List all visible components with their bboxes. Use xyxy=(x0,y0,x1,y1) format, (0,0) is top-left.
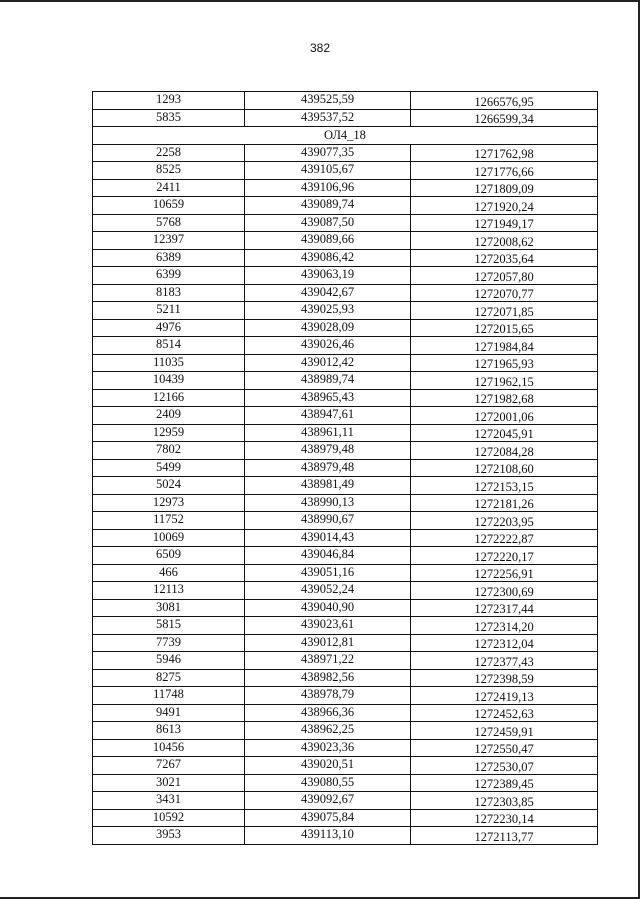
y-coordinate-cell: 1272389,45 xyxy=(411,774,598,792)
point-number-cell: 6509 xyxy=(93,547,245,565)
x-coordinate-cell: 439012,42 xyxy=(245,354,411,372)
x-coordinate-cell: 439080,55 xyxy=(245,774,411,792)
x-coordinate-cell: 439113,10 xyxy=(245,827,411,845)
y-coordinate-cell: 1271762,98 xyxy=(411,144,598,162)
point-number-cell: 10069 xyxy=(93,529,245,547)
point-number-cell: 8613 xyxy=(93,722,245,740)
y-coordinate-cell: 1271776,66 xyxy=(411,162,598,180)
x-coordinate-cell: 439026,46 xyxy=(245,337,411,355)
y-coordinate-cell: 1272398,59 xyxy=(411,669,598,687)
point-number-cell: 12973 xyxy=(93,494,245,512)
x-coordinate-cell: 438990,13 xyxy=(245,494,411,512)
point-number-cell: 5499 xyxy=(93,459,245,477)
point-number-cell: 5024 xyxy=(93,477,245,495)
table-row xyxy=(93,582,598,600)
x-coordinate-cell: 439028,09 xyxy=(245,319,411,337)
coordinates-table-body xyxy=(93,92,598,845)
y-coordinate-cell: 1272181,26 xyxy=(411,494,598,512)
table-row xyxy=(93,722,598,740)
y-coordinate-cell: 1271982,68 xyxy=(411,389,598,407)
table-row xyxy=(93,757,598,775)
table-row xyxy=(93,459,598,477)
table-row xyxy=(93,617,598,635)
x-coordinate-cell: 438947,61 xyxy=(245,407,411,425)
x-coordinate-cell: 439086,42 xyxy=(245,249,411,267)
point-number-cell: 466 xyxy=(93,564,245,582)
x-coordinate-cell: 438989,74 xyxy=(245,372,411,390)
table-row xyxy=(93,197,598,215)
point-number-cell: 10592 xyxy=(93,809,245,827)
x-coordinate-cell: 439525,59 xyxy=(245,92,411,110)
y-coordinate-cell: 1271965,93 xyxy=(411,354,598,372)
x-coordinate-cell: 439089,66 xyxy=(245,232,411,250)
table-row xyxy=(93,599,598,617)
point-number-cell: 6399 xyxy=(93,267,245,285)
y-coordinate-cell: 1272070,77 xyxy=(411,284,598,302)
x-coordinate-cell: 438961,11 xyxy=(245,424,411,442)
y-coordinate-cell: 1272035,64 xyxy=(411,249,598,267)
table-row xyxy=(93,232,598,250)
point-number-cell: 8275 xyxy=(93,669,245,687)
table-row xyxy=(93,512,598,530)
point-number-cell: 5211 xyxy=(93,302,245,320)
y-coordinate-cell: 1272108,60 xyxy=(411,459,598,477)
table-row xyxy=(93,424,598,442)
x-coordinate-cell: 438982,56 xyxy=(245,669,411,687)
x-coordinate-cell: 439051,16 xyxy=(245,564,411,582)
x-coordinate-cell: 438978,79 xyxy=(245,687,411,705)
point-number-cell: 10456 xyxy=(93,739,245,757)
y-coordinate-cell: 1272314,20 xyxy=(411,617,598,635)
point-number-cell: 11748 xyxy=(93,687,245,705)
table-row xyxy=(93,249,598,267)
point-number-cell: 8183 xyxy=(93,284,245,302)
table-row xyxy=(93,162,598,180)
x-coordinate-cell: 439089,74 xyxy=(245,197,411,215)
point-number-cell: 12397 xyxy=(93,232,245,250)
x-coordinate-cell: 439106,96 xyxy=(245,179,411,197)
y-coordinate-cell: 1272303,85 xyxy=(411,792,598,810)
y-coordinate-cell: 1272071,85 xyxy=(411,302,598,320)
table-row xyxy=(93,669,598,687)
point-number-cell: 10659 xyxy=(93,197,245,215)
y-coordinate-cell: 1266599,34 xyxy=(411,109,598,127)
y-coordinate-cell: 1272203,95 xyxy=(411,512,598,530)
table-row xyxy=(93,319,598,337)
y-coordinate-cell: 1272530,07 xyxy=(411,757,598,775)
y-coordinate-cell: 1272008,62 xyxy=(411,232,598,250)
table-row xyxy=(93,547,598,565)
x-coordinate-cell: 439052,24 xyxy=(245,582,411,600)
x-coordinate-cell: 438965,43 xyxy=(245,389,411,407)
point-number-cell: 2409 xyxy=(93,407,245,425)
point-number-cell: 7739 xyxy=(93,634,245,652)
x-coordinate-cell: 439042,67 xyxy=(245,284,411,302)
y-coordinate-cell: 1271962,15 xyxy=(411,372,598,390)
table-row xyxy=(93,564,598,582)
table-row xyxy=(93,214,598,232)
table-row xyxy=(93,284,598,302)
table-row xyxy=(93,477,598,495)
point-number-cell: 12959 xyxy=(93,424,245,442)
y-coordinate-cell: 1271920,24 xyxy=(411,197,598,215)
y-coordinate-cell: 1272015,65 xyxy=(411,319,598,337)
y-coordinate-cell: 1266576,95 xyxy=(411,92,598,110)
table-row xyxy=(93,302,598,320)
table-row xyxy=(93,337,598,355)
x-coordinate-cell: 438979,48 xyxy=(245,442,411,460)
y-coordinate-cell: 1272550,47 xyxy=(411,739,598,757)
y-coordinate-cell: 1271949,17 xyxy=(411,214,598,232)
y-coordinate-cell: 1272419,13 xyxy=(411,687,598,705)
table-row xyxy=(93,179,598,197)
x-coordinate-cell: 439012,81 xyxy=(245,634,411,652)
page-border-top xyxy=(0,0,640,2)
x-coordinate-cell: 439537,52 xyxy=(245,109,411,127)
point-number-cell: 7802 xyxy=(93,442,245,460)
table-row xyxy=(93,407,598,425)
point-number-cell: 5835 xyxy=(93,109,245,127)
point-number-cell: 3431 xyxy=(93,792,245,810)
page-number: 382 xyxy=(309,41,331,55)
point-number-cell: 1293 xyxy=(93,92,245,110)
x-coordinate-cell: 438966,36 xyxy=(245,704,411,722)
x-coordinate-cell: 439075,84 xyxy=(245,809,411,827)
y-coordinate-cell: 1272317,44 xyxy=(411,599,598,617)
point-number-cell: 9491 xyxy=(93,704,245,722)
table-row xyxy=(93,494,598,512)
coordinates-table xyxy=(92,91,598,845)
x-coordinate-cell: 439046,84 xyxy=(245,547,411,565)
table-row xyxy=(93,704,598,722)
table-row xyxy=(93,634,598,652)
table-row xyxy=(93,827,598,845)
y-coordinate-cell: 1272057,80 xyxy=(411,267,598,285)
y-coordinate-cell: 1272153,15 xyxy=(411,477,598,495)
point-number-cell: 11752 xyxy=(93,512,245,530)
y-coordinate-cell: 1272045,91 xyxy=(411,424,598,442)
table-row xyxy=(93,267,598,285)
x-coordinate-cell: 439014,43 xyxy=(245,529,411,547)
table-row xyxy=(93,792,598,810)
point-number-cell: 7267 xyxy=(93,757,245,775)
point-number-cell: 6389 xyxy=(93,249,245,267)
table-row xyxy=(93,442,598,460)
y-coordinate-cell: 1272256,91 xyxy=(411,564,598,582)
point-number-cell: 8525 xyxy=(93,162,245,180)
x-coordinate-cell: 439040,90 xyxy=(245,599,411,617)
point-number-cell: 5946 xyxy=(93,652,245,670)
table-row xyxy=(93,774,598,792)
y-coordinate-cell: 1272377,43 xyxy=(411,652,598,670)
y-coordinate-cell: 1272312,04 xyxy=(411,634,598,652)
table-row xyxy=(93,739,598,757)
table-row xyxy=(93,529,598,547)
table-row xyxy=(93,372,598,390)
x-coordinate-cell: 438990,67 xyxy=(245,512,411,530)
x-coordinate-cell: 439025,93 xyxy=(245,302,411,320)
table-row xyxy=(93,354,598,372)
point-number-cell: 3081 xyxy=(93,599,245,617)
point-number-cell: 10439 xyxy=(93,372,245,390)
y-coordinate-cell: 1271809,09 xyxy=(411,179,598,197)
x-coordinate-cell: 439077,35 xyxy=(245,144,411,162)
x-coordinate-cell: 438971,22 xyxy=(245,652,411,670)
point-number-cell: 5768 xyxy=(93,214,245,232)
point-number-cell: 11035 xyxy=(93,354,245,372)
table-row xyxy=(93,389,598,407)
point-number-cell: 12113 xyxy=(93,582,245,600)
y-coordinate-cell: 1272459,91 xyxy=(411,722,598,740)
point-number-cell: 3953 xyxy=(93,827,245,845)
point-number-cell: 3021 xyxy=(93,774,245,792)
point-number-cell: 2411 xyxy=(93,179,245,197)
y-coordinate-cell: 1272084,28 xyxy=(411,442,598,460)
point-number-cell: 4976 xyxy=(93,319,245,337)
x-coordinate-cell: 439063,19 xyxy=(245,267,411,285)
y-coordinate-cell: 1272300,69 xyxy=(411,582,598,600)
table-row xyxy=(93,92,598,110)
table-row xyxy=(93,109,598,127)
table-row xyxy=(93,144,598,162)
point-number-cell: 12166 xyxy=(93,389,245,407)
x-coordinate-cell: 438979,48 xyxy=(245,459,411,477)
table-row xyxy=(93,809,598,827)
point-number-cell: 8514 xyxy=(93,337,245,355)
y-coordinate-cell: 1272222,87 xyxy=(411,529,598,547)
section-label: ОЛ4_18 xyxy=(93,127,598,145)
table-row xyxy=(93,687,598,705)
x-coordinate-cell: 438981,49 xyxy=(245,477,411,495)
x-coordinate-cell: 438962,25 xyxy=(245,722,411,740)
y-coordinate-cell: 1272230,14 xyxy=(411,809,598,827)
x-coordinate-cell: 439023,61 xyxy=(245,617,411,635)
x-coordinate-cell: 439087,50 xyxy=(245,214,411,232)
x-coordinate-cell: 439105,67 xyxy=(245,162,411,180)
y-coordinate-cell: 1272220,17 xyxy=(411,547,598,565)
x-coordinate-cell: 439023,36 xyxy=(245,739,411,757)
section-header-row xyxy=(93,127,598,145)
x-coordinate-cell: 439092,67 xyxy=(245,792,411,810)
x-coordinate-cell: 439020,51 xyxy=(245,757,411,775)
y-coordinate-cell: 1272001,06 xyxy=(411,407,598,425)
y-coordinate-cell: 1272452,63 xyxy=(411,704,598,722)
point-number-cell: 5815 xyxy=(93,617,245,635)
table-row xyxy=(93,652,598,670)
point-number-cell: 2258 xyxy=(93,144,245,162)
y-coordinate-cell: 1271984,84 xyxy=(411,337,598,355)
y-coordinate-cell: 1272113,77 xyxy=(411,827,598,845)
